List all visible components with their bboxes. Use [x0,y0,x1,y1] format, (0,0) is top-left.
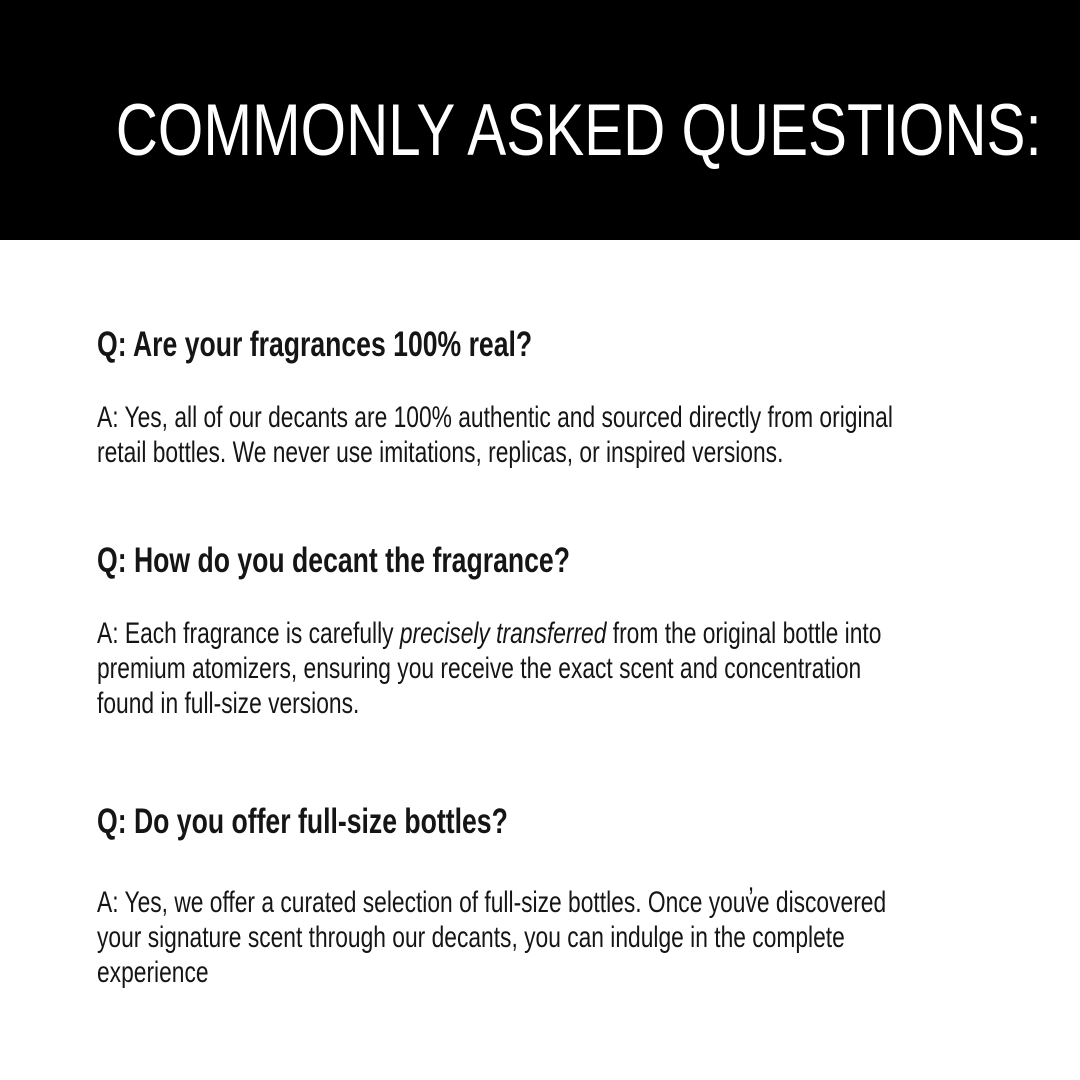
question-heading: Q: Do you offer full-size bottles? [97,802,508,841]
answer-line [97,616,1005,651]
header-title-row [0,90,1080,171]
faq-item-authenticity [97,324,1005,470]
faq-section [97,240,1005,990]
answer-paragraph [97,400,1005,470]
question-heading: Q: Are your fragrances 100% real? [97,325,533,364]
answer-text: experience [97,956,209,989]
answer-line [97,686,1005,721]
page-title: COMMONLY ASKED QUESTIONS: [115,90,1042,171]
answer-text: from the original bottle into [606,617,882,650]
answer-text: A: Yes, we offer a curated selection of full-size bottles. Once youv̓e discovered [97,886,887,919]
answer-paragraph [97,616,1005,721]
answer-line [97,435,1005,470]
answer-text: found in full-size versions. [97,687,360,720]
faq-item-decanting [97,540,1005,721]
answer-line [97,885,1005,920]
answer-text-italic: precisely transferred [399,617,607,650]
answer-text: your signature scent through our decants, you can indulge in the complete [97,921,845,954]
question-heading: Q: How do you decant the fragrance? [97,541,570,580]
faq-item-full-size [97,801,1005,990]
answer-line [97,920,1005,955]
answer-paragraph [97,885,1005,990]
answer-text: A: Yes, all of our decants are 100% authentic and sourced directly from original [97,401,893,434]
answer-line [97,651,1005,686]
answer-text: premium atomizers, ensuring you receive the exact scent and concentration [97,652,862,685]
answer-line [97,955,1005,990]
header-band [0,0,1080,240]
answer-text: A: Each fragrance is carefully [97,617,400,650]
answer-text: retail bottles. We never use imitations, replicas, or inspired versions. [97,436,784,469]
answer-line [97,400,1005,435]
